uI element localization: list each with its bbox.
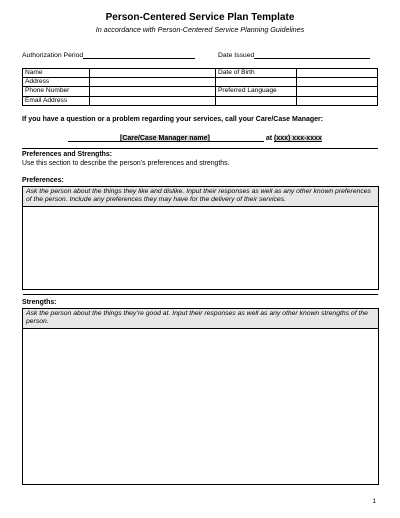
- pref-strengths-description: Use this section to describe the person’s preferences and strengths.: [22, 160, 230, 167]
- email-extra-field[interactable]: [216, 96, 297, 105]
- date-issued-line[interactable]: [254, 51, 370, 59]
- strengths-box[interactable]: [22, 308, 379, 485]
- page-number: 1: [372, 498, 376, 505]
- email-label: Email Address: [23, 96, 90, 105]
- table-row: [23, 78, 378, 87]
- preferred-language-label: Preferred Language: [216, 87, 297, 96]
- dob-label: Date of Birth: [216, 69, 297, 78]
- phone-field[interactable]: [90, 87, 216, 96]
- authorization-row: [22, 51, 378, 61]
- authorization-period-field[interactable]: [22, 51, 195, 59]
- section-divider: [22, 148, 378, 149]
- email-field[interactable]: [90, 96, 216, 105]
- preferences-box[interactable]: [22, 186, 379, 290]
- preferences-box-divider: [23, 294, 378, 295]
- email-extra-field-2[interactable]: [297, 96, 378, 105]
- personal-info-table: [22, 68, 378, 106]
- preferences-label: Preferences:: [22, 177, 64, 184]
- manager-line-right[interactable]: [210, 134, 264, 142]
- name-label: Name: [23, 69, 90, 78]
- table-row: [23, 96, 378, 105]
- address-extra-field-2[interactable]: [297, 78, 378, 87]
- strengths-label: Strengths:: [22, 299, 57, 306]
- pref-strengths-heading: Preferences and Strengths:: [22, 151, 112, 158]
- name-field[interactable]: [90, 69, 216, 78]
- table-row: [23, 87, 378, 96]
- care-manager-row: [68, 134, 322, 142]
- address-label: Address: [23, 78, 90, 87]
- dob-field[interactable]: [297, 69, 378, 78]
- contact-question: If you have a question or a problem regarding your services, call your Care/Case Manager:: [22, 116, 324, 123]
- page-title: Person-Centered Service Plan Template: [105, 12, 295, 23]
- page-subtitle: In accordance with Person-Centered Service Planning Guidelines: [95, 25, 305, 34]
- table-row: [23, 69, 378, 78]
- strengths-instructions: Ask the person about the things they’re good at. Input their responses as well as any other known strengths of the person.: [23, 309, 378, 329]
- date-issued-label: Date Issued: [218, 52, 255, 59]
- authorization-period-line[interactable]: [83, 51, 195, 59]
- phone-label: Phone Number: [23, 87, 90, 96]
- preferred-language-field[interactable]: [297, 87, 378, 96]
- preferences-instructions: Ask the person about the things they like and dislike. Input their responses as well as any other known preferences of the person. Include any preferences they may have for the delivery of their services.: [23, 187, 378, 207]
- manager-line-left[interactable]: [68, 134, 120, 142]
- authorization-period-label: Authorization Period: [22, 52, 84, 59]
- address-extra-field[interactable]: [216, 78, 297, 87]
- care-manager-phone-field[interactable]: (xxx) xxx-xxxx: [274, 135, 322, 142]
- date-issued-field[interactable]: [218, 51, 370, 59]
- care-manager-name-field[interactable]: [Care/Case Manager name]: [120, 135, 210, 142]
- address-field[interactable]: [90, 78, 216, 87]
- at-text: at: [265, 135, 273, 142]
